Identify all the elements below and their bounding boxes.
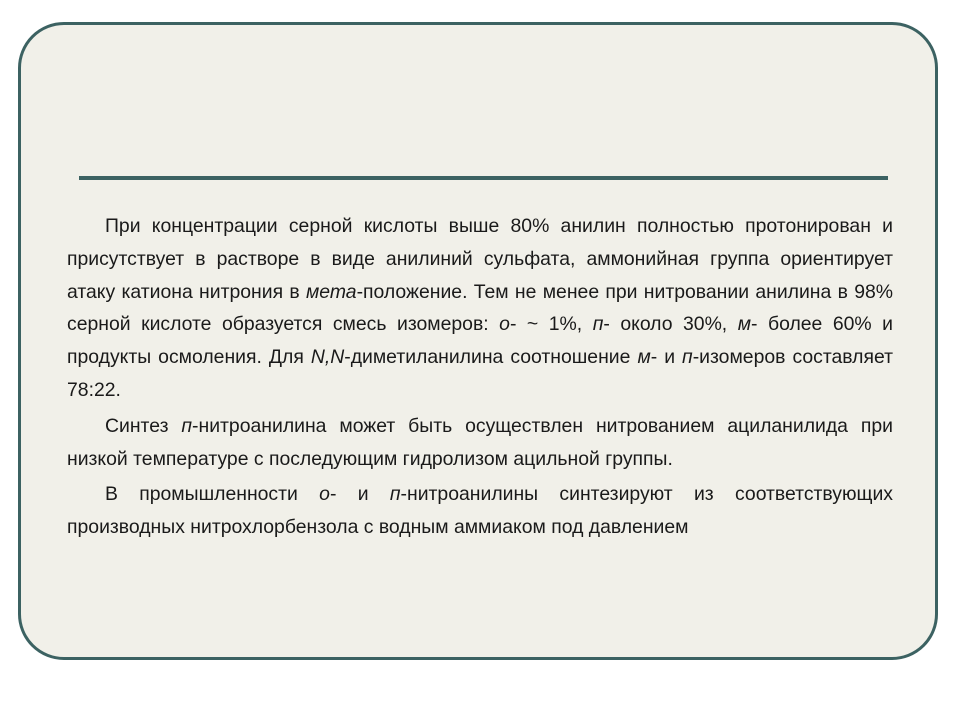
text-run: мета xyxy=(305,280,357,303)
text-run: м xyxy=(737,313,752,336)
paragraph-1 xyxy=(67,210,893,407)
text-run: -диметиланилина соотношение xyxy=(344,346,638,369)
text-run: п xyxy=(181,414,193,437)
text-run: N,N xyxy=(310,346,345,369)
text-run: - более 60% и продукты осмоления. Для xyxy=(67,313,893,369)
text-run: Синтез xyxy=(105,414,182,437)
body-text xyxy=(67,210,893,544)
text-run: - около 30%, xyxy=(603,313,738,336)
text-run: п xyxy=(682,346,693,369)
text-run: При концентрации серной кислоты выше 80% анилин полностью протонирован и присутствует в растворе в виде анилиний сульфата, аммонийная группа ориентирует атаку катиона нитрония в xyxy=(67,215,893,303)
text-run: о xyxy=(319,483,330,506)
text-run: о xyxy=(499,313,510,336)
paragraph-3 xyxy=(67,478,893,544)
text-run: п xyxy=(389,483,401,506)
paragraph-2 xyxy=(67,410,893,476)
text-run: -нитроанилины синтезируют из соответствующих производных нитрохлорбензола с водным аммиаком под давлением xyxy=(67,483,893,539)
text-run: В промышленности xyxy=(105,483,320,506)
text-run: п xyxy=(592,313,604,336)
text-run: - и xyxy=(329,483,390,506)
text-run: - и xyxy=(650,346,683,369)
text-run: -изомеров составляет 78:22. xyxy=(67,346,893,401)
title-divider xyxy=(79,176,888,180)
text-run: -положение. Тем не менее при нитровании анилина в 98% серной кислоте образуется смесь изомеров: xyxy=(67,280,894,336)
text-run: м xyxy=(637,346,651,369)
text-run: -нитроанилина может быть осуществлен нитрованием ациланилида при низкой температуре с последующим гидролизом ацильной группы. xyxy=(67,414,893,470)
text-run: - ~ 1%, xyxy=(509,313,593,336)
